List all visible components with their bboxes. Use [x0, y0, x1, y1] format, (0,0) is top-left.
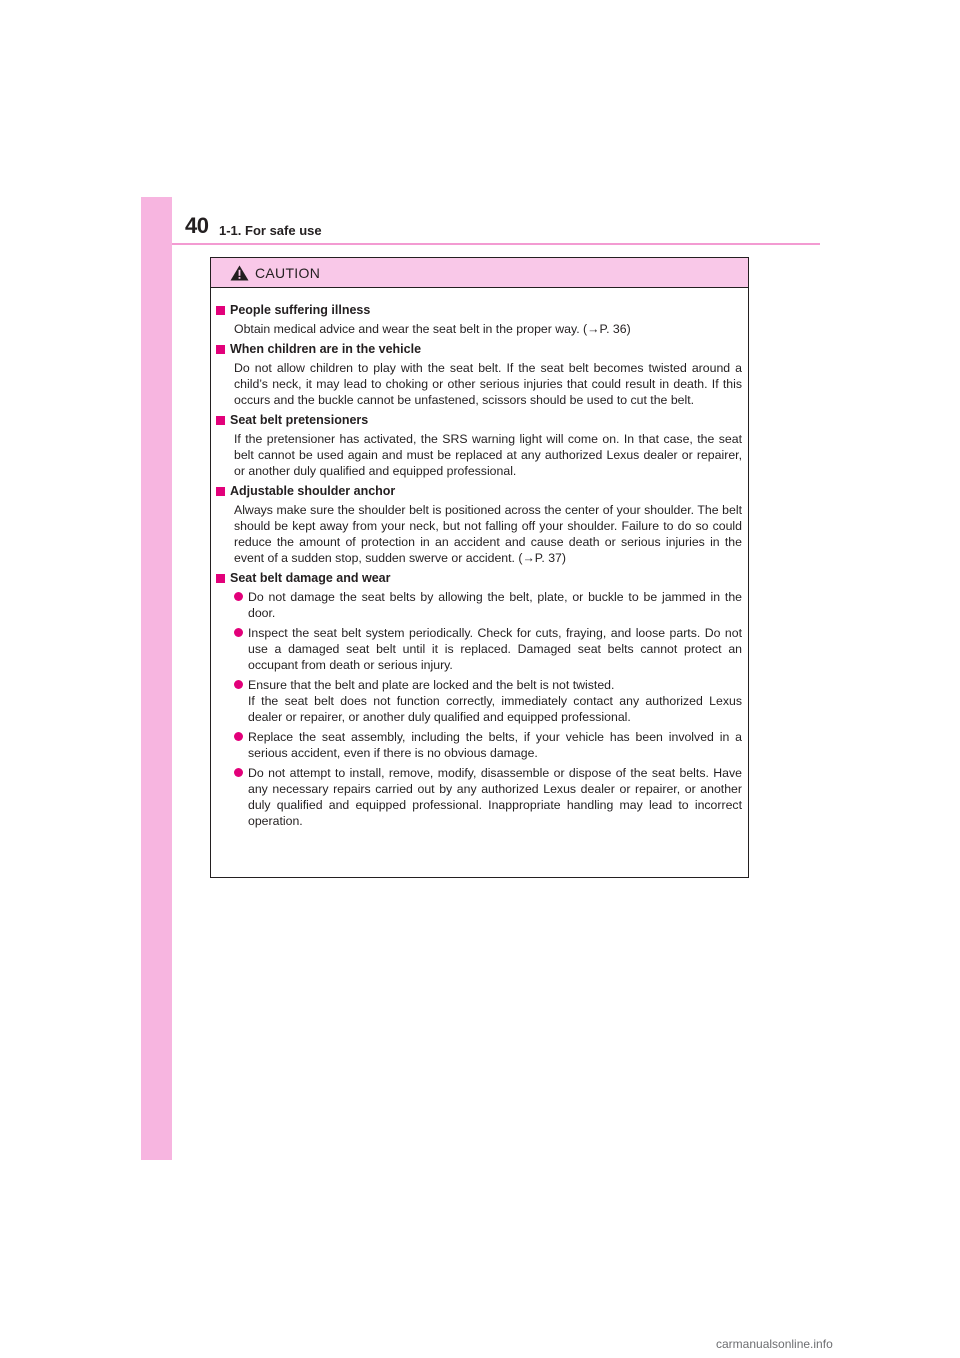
round-bullet-icon — [234, 628, 243, 637]
footer-watermark: carmanualsonline.info — [716, 1337, 833, 1351]
list-item-text: Inspect the seat belt system periodically. Check for cuts, fraying, and loose parts. Do not use a damaged seat belt until it is replaced. Damaged seat belts cannot protect an occupant from death or serious injury. — [248, 626, 742, 672]
header-divider — [172, 243, 820, 245]
warning-triangle-icon — [230, 265, 249, 281]
list-item — [234, 729, 742, 761]
section-adjustable-shoulder-anchor — [216, 483, 742, 566]
round-bullet-icon — [234, 592, 243, 601]
square-bullet-icon — [216, 306, 225, 315]
section-children-in-vehicle — [216, 341, 742, 408]
section-text: Always make sure the shoulder belt is positioned across the center of your shoulder. The belt should be kept away from your neck, but not falling off your shoulder. Failure to do so could reduce the amount of protection in an accident and cause death or serious injuries in the event of a sudden stop, sudden swerve or accident. (→P. 37) — [234, 503, 742, 565]
section-heading: People suffering illness — [230, 303, 371, 317]
damage-list — [229, 589, 742, 829]
caution-label: CAUTION — [255, 265, 321, 281]
square-bullet-icon — [216, 487, 225, 496]
list-item — [234, 677, 742, 725]
section-text: If the pretensioner has activated, the SRS warning light will come on. In that case, the seat belt cannot be used again and must be replaced at any authorized Lexus dealer or repairer, or another duly qualified and equipped professional. — [234, 432, 742, 478]
section-heading: Seat belt damage and wear — [230, 571, 391, 585]
section-text: Do not allow children to play with the seat belt. If the seat belt becomes twisted around a child’s neck, it may lead to choking or other serious injuries that could result in death. If this occurs and the buckle cannot be unfastened, scissors should be used to cut the belt. — [234, 361, 742, 407]
list-item-text: Ensure that the belt and plate are locked and the belt is not twisted. — [248, 678, 615, 692]
section-people-suffering-illness — [216, 302, 742, 337]
chapter-side-tab — [141, 197, 172, 1160]
list-item-text: Do not damage the seat belts by allowing the belt, plate, or buckle to be jammed in the door. — [248, 590, 742, 620]
round-bullet-icon — [234, 680, 243, 689]
list-item-text: Replace the seat assembly, including the belts, if your vehicle has been involved in a serious accident, even if there is no obvious damage. — [248, 730, 742, 760]
section-title: 1-1. For safe use — [219, 223, 322, 238]
list-item — [234, 765, 742, 829]
round-bullet-icon — [234, 732, 243, 741]
list-item — [234, 625, 742, 673]
list-item-text: If the seat belt does not function correctly, immediately contact any authorized Lexus dealer or repairer, or another duly qualified and equipped professional. — [248, 694, 742, 724]
round-bullet-icon — [234, 768, 243, 777]
page-number: 40 — [185, 213, 209, 238]
section-seat-belt-damage-and-wear — [216, 570, 742, 829]
caution-box — [210, 257, 749, 878]
caution-body — [211, 288, 748, 829]
list-item — [234, 589, 742, 621]
list-item-text: Do not attempt to install, remove, modify, disassemble or dispose of the seat belts. Have any necessary repairs carried out by any authorized Lexus dealer or repairer, or another duly qualified and equipped professional. Inappropriate handling may lead to incorrect operation. — [248, 766, 742, 828]
section-text: Obtain medical advice and wear the seat belt in the proper way. (→P. 36) — [234, 322, 631, 336]
square-bullet-icon — [216, 574, 225, 583]
square-bullet-icon — [216, 345, 225, 354]
section-seat-belt-pretensioners — [216, 412, 742, 479]
section-heading: Adjustable shoulder anchor — [230, 484, 396, 498]
section-heading: When children are in the vehicle — [230, 342, 422, 356]
caution-header — [211, 258, 748, 288]
section-heading: Seat belt pretensioners — [230, 413, 369, 427]
square-bullet-icon — [216, 416, 225, 425]
